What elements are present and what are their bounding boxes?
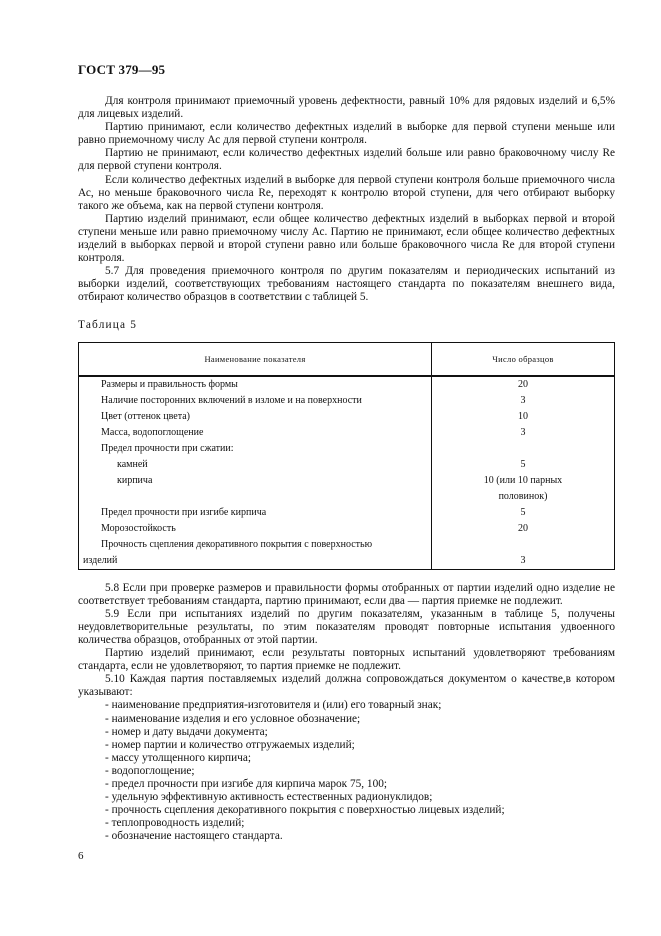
indicator-cell: Размеры и правильность формы [79, 376, 432, 393]
table-row [79, 505, 615, 521]
table-row [79, 376, 615, 393]
paragraph: Партию изделий принимают, если общее количество дефектных изделий в выборках первой и второй ступени меньше или равно приемочному числу Ас. Партию не принимают, если общее количество дефектных изделий в выборках первой и второй ступени равно или больше браковочного числа Re для второй ступени контроля. [78, 212, 615, 265]
count-cell [432, 537, 615, 553]
count-cell: половинок) [432, 489, 615, 505]
paragraph: Партию принимают, если количество дефектных изделий в выборке для первой ступени меньше или равно приемочному числу Ас для первой ступени контроля. [78, 121, 615, 147]
paragraph: Если количество дефектных изделий в выборке для первой ступени контроля больше приемочного числа Ас, но меньше браковочного числа Re, переходят к контролю второй ступени, для чего отбирают выборку такого же объема, как на первой ступени контроля. [78, 173, 615, 212]
count-cell: 10 (или 10 парных [432, 473, 615, 489]
standard-header: ГОСТ 379—95 [78, 62, 166, 77]
column-header-sample-count: Число образцов [432, 342, 615, 376]
indicator-cell: Цвет (оттенок цвета) [79, 409, 432, 425]
table-row [79, 393, 615, 409]
list-item: - прочность сцепления декоративного покрытия с поверхностью лицевых изделий; [105, 804, 505, 817]
after-table-section [78, 582, 615, 844]
indicator-cell: Предел прочности при изгибе кирпича [79, 505, 432, 521]
list-item: - удельную эффективную активность естественных радионуклидов; [105, 791, 433, 804]
count-cell: 10 [432, 409, 615, 425]
page-number: 6 [78, 850, 84, 862]
indicator-cell: Масса, водопоглощение [79, 425, 432, 441]
table-row [79, 553, 615, 570]
count-cell: 5 [432, 457, 615, 473]
indicator-cell: Наличие посторонних включений в изломе и на поверхности [79, 393, 432, 409]
indicator-cell [79, 489, 432, 505]
paragraph: Для контроля принимают приемочный уровень дефектности, равный 10% для рядовых изделий и 6,5% для лицевых изделий. [78, 95, 615, 121]
count-cell: 3 [432, 553, 615, 570]
list-item: - теплопроводность изделий; [105, 817, 245, 830]
count-cell: 3 [432, 425, 615, 441]
list-item: - номер и дату выдачи документа; [105, 725, 268, 738]
list-item: - наименование изделия и его условное обозначение; [105, 712, 361, 725]
list-item: - обозначение настоящего стандарта. [105, 830, 283, 843]
count-cell: 20 [432, 376, 615, 393]
table-header-row [79, 342, 615, 376]
list-item: - номер партии и количество отгружаемых изделий; [105, 738, 355, 751]
indicator-cell [79, 457, 432, 473]
indicator-sub: кирпича [117, 474, 153, 486]
count-cell: 3 [432, 393, 615, 409]
indicator-cell: Морозостойкость [79, 521, 432, 537]
table-row [79, 489, 615, 505]
table-row [79, 473, 615, 489]
table-row [79, 457, 615, 473]
list-item: - наименование предприятия-изготовителя и (или) его товарный знак; [105, 699, 442, 712]
table-row [79, 409, 615, 425]
table-row [79, 537, 615, 553]
paragraph: 5.9 Если при испытаниях изделий по другим показателям, указанным в таблице 5, получены неудовлетворительные результаты, по этим показателям проводят повторные испытания удвоенного количества образцов, отобранных от этой партии. [78, 607, 615, 646]
quality-document-list [78, 699, 615, 843]
paragraph: 5.7 Для проведения приемочного контроля по другим показателям и периодических испытаний из выборки изделий, соответствующих требованиям настоящего стандарта по показателям внешнего вида, отбирают количество образцов в соответствии с таблицей 5. [78, 265, 615, 304]
column-header-indicator: Наименование показателя [79, 342, 432, 376]
count-cell: 20 [432, 521, 615, 537]
paragraph: 5.8 Если при проверке размеров и правильности формы отобранных от партии изделий одно изделие не соответствует требованиям стандарта, партию принимают, если два — партия приемке не подлежит. [78, 581, 615, 607]
count-cell: 5 [432, 505, 615, 521]
document-body [78, 95, 615, 843]
indicator-cell [79, 473, 432, 489]
indicator-sub: камней [117, 458, 148, 470]
table-row [79, 425, 615, 441]
table-5 [78, 342, 615, 570]
indicator-cell: Предел прочности при сжатии: [79, 441, 432, 457]
table-caption: Таблица 5 [78, 318, 138, 331]
list-item: - водопоглощение; [105, 764, 195, 777]
count-cell [432, 441, 615, 457]
paragraph: 5.10 Каждая партия поставляемых изделий должна сопровождаться документом о качестве,в котором указывают: [78, 673, 615, 699]
table-row [79, 521, 615, 537]
list-item: - массу утолщенного кирпича; [105, 751, 251, 764]
list-item: - предел прочности при изгибе для кирпича марок 75, 100; [105, 778, 388, 790]
indicator-cell: Прочность сцепления декоративного покрытия с поверхностью [79, 537, 432, 553]
paragraph: Партию изделий принимают, если результаты повторных испытаний удовлетворяют требованиям стандарта, если не удовлетворяют, то партия приемке не подлежит. [78, 647, 615, 673]
table-row [79, 441, 615, 457]
indicator-cell: изделий [79, 553, 432, 570]
paragraph: Партию не принимают, если количество дефектных изделий больше или равно браковочному числу Re для первой ступени контроля. [78, 147, 615, 173]
